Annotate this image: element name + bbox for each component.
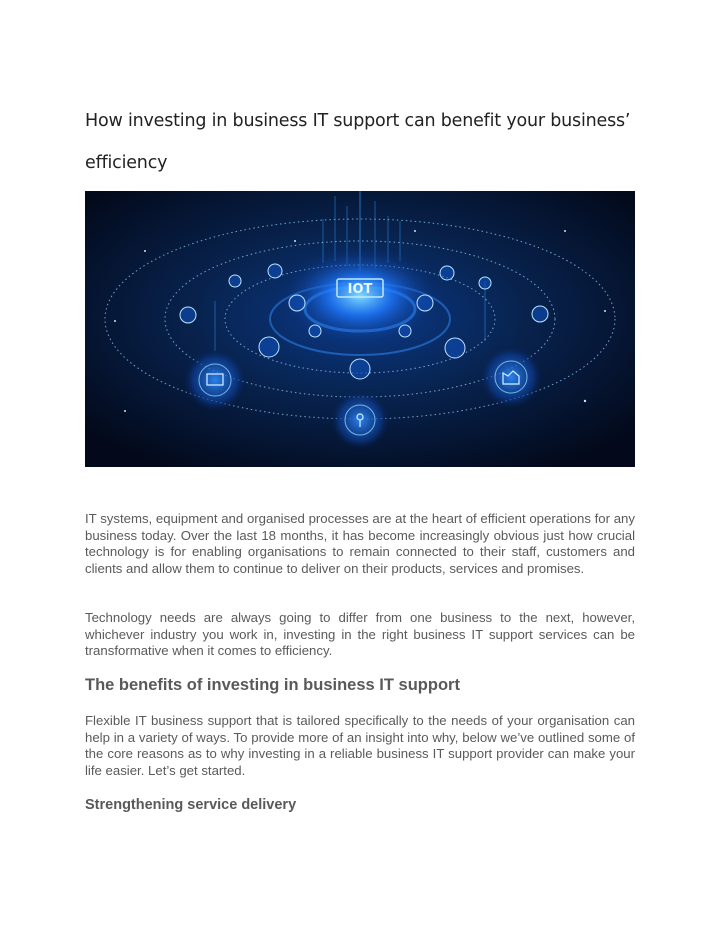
heading-service-delivery: Strengthening service delivery — [85, 797, 297, 813]
iot-illustration — [85, 191, 635, 467]
iot-label: IOT — [347, 282, 373, 297]
paragraph-technology-needs: Technology needs are always going to differ from one business to the next, however, whichever industry you work in, investing in the right business IT support services can be transformative when it comes to efficiency. — [85, 610, 635, 658]
hero-image-iot-network — [85, 191, 635, 467]
paragraph-intro: IT systems, equipment and organised processes are at the heart of efficient operations for any business today. Over the last 18 months, it has become increasingly obvious just how crucial technology is for enabling organisations to remain connected to their staff, customers and clients and allow them to continue to deliver on their products, services and promises. — [85, 511, 635, 576]
article-title: How investing in business IT support can benefit your business’ efficiency — [85, 111, 631, 173]
heading-benefits: The benefits of investing in business IT support — [85, 676, 460, 694]
paragraph-flexible-support: Flexible IT business support that is tailored specifically to the needs of your organisation can help in a variety of ways. To provide more of an insight into why, below we’ve outlined some of the core reasons as to why investing in a reliable business IT support provider can make your life easier. Let’s get started. — [85, 713, 635, 778]
